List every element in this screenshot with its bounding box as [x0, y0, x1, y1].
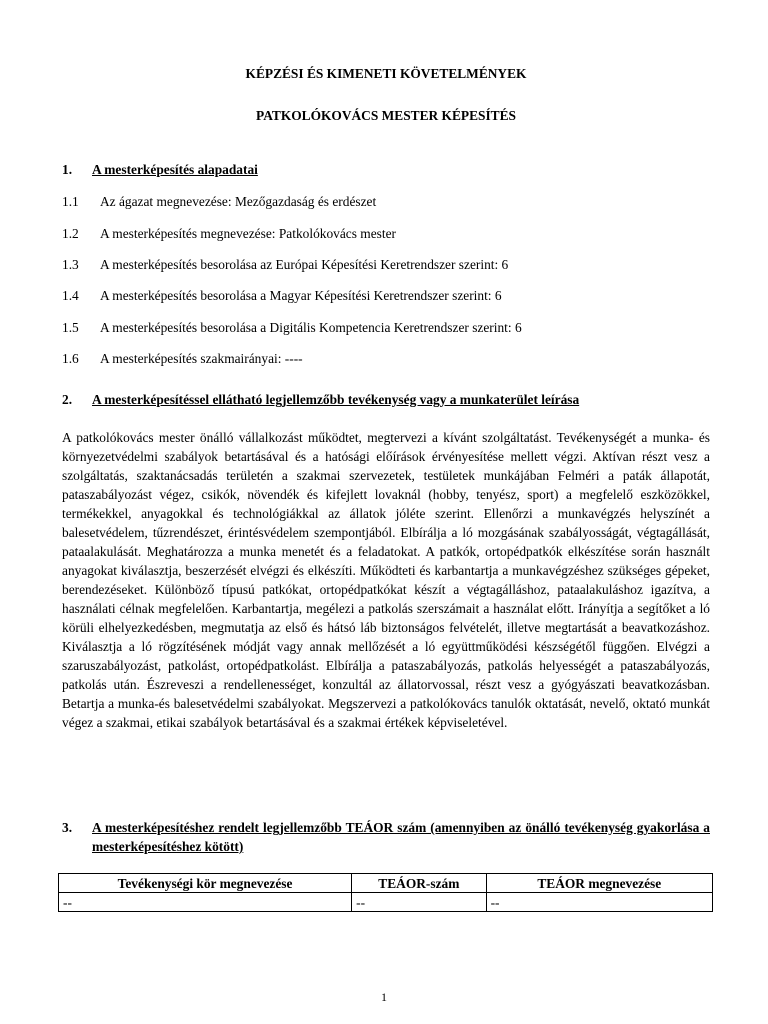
- item-number: 1.4: [62, 288, 79, 303]
- column-header: TEÁOR-szám: [352, 874, 486, 893]
- item-number: 1.1: [62, 194, 79, 209]
- teaor-table: [58, 873, 713, 912]
- table-row: [59, 893, 713, 912]
- document-title: KÉPZÉSI ÉS KIMENETI KÖVETELMÉNYEK: [245, 66, 527, 81]
- item-text: A mesterképesítés szakmairányai: ----: [100, 351, 303, 366]
- table-cell: --: [486, 893, 712, 912]
- item-text: A mesterképesítés besorolása az Európai Képesítési Keretrendszer szerint: 6: [100, 257, 509, 272]
- page-number: 1: [381, 990, 387, 1004]
- table-header-row: [59, 874, 713, 893]
- document-subtitle: PATKOLÓKOVÁCS MESTER KÉPESÍTÉS: [256, 108, 516, 123]
- item-number: 1.6: [62, 351, 79, 366]
- section-title: A mesterképesítéshez rendelt legjellemzőbb TEÁOR szám (amennyiben az önálló tevékenység gyakorlása a mesterképesítéshez kötött): [92, 820, 710, 854]
- column-header: TEÁOR megnevezése: [486, 874, 712, 893]
- section-title: A mesterképesítés alapadatai: [92, 162, 258, 177]
- description-paragraph: A patkolókovács mester önálló vállalkozást működtet, megtervezi a kívánt szolgáltatást. Tevékenységét a munka- és környezetvédelmi szabályok betartásával és a hatósági előírások érvényesítése mellett végzi. Aktívan részt vesz a szolgáltatás, szaktanácsadás területén a szakmai szervezetek, testületek munkájában Felméri a paták állapotát, pataszabályozást végez, csikók, növendék és kifejlett lovaknál (hobby, tenyész, sport) a megfelelő eszközökkel, termékekkel, anyagokkal és technológiákkal az állatok jóléte szerint. Ellenőrzi a munkavégzés helyszínét a balesetvédelem, tűzrendészet, érintésvédelem szempontjából. Elbírálja a ló mozgásának szabályosságát, végtagállását, pataalakulását. Meghatározza a munka menetét és a feladatokat. A patkók, ortopédpatkók elkészítése során használt anyagokat kiválasztja, beszerzését elvégzi és elkészíti. Működteti és karbantartja a munkavégzéshez szükséges gépeket, berendezéseket. Különböző típusú patkókat, ortopédpatkókat készít a végtagálláshoz, pataalakuláshoz igazítva, a használati célnak megfelelően. Karbantartja, megélezi a patkolás szerszámait a használat előtt. Irányítja a segítőket a ló körüli elhelyezkedésben, megmutatja az első és hátsó láb biztonságos felvételét, illetve megtartását a beavatkozáshoz. Kiválasztja a ló rögzítésének módját vagy annak mellőzését a ló együttműködési készségétől függően. Elvégzi a szaruszabályozást, patkolást, ortopédpatkolást. Elbírálja a pataszabályozás, patkolás helyességét a pataszabályozás, patkolás után. Észreveszi a rendellenességet, konzultál az állatorvossal, részt vesz a gyógyászati beavatkozásban. Betartja a munka-és balesetvédelmi szabályokat. Megszervezi a patkolókovács tanulók oktatását, nevelő, oktató munkát végez a szakmai, etikai szabályok betartásával és a szakmai értékek képviseletével.: [62, 430, 710, 730]
- item-text: Az ágazat megnevezése: Mezőgazdaság és erdészet: [100, 194, 377, 209]
- table-cell: --: [59, 893, 352, 912]
- section-number: 2.: [62, 392, 73, 407]
- column-header: Tevékenységi kör megnevezése: [59, 874, 352, 893]
- section-title: A mesterképesítéssel ellátható legjellemzőbb tevékenység vagy a munkaterület leírása: [92, 392, 580, 407]
- item-text: A mesterképesítés besorolása a Magyar Képesítési Keretrendszer szerint: 6: [100, 288, 502, 303]
- item-number: 1.3: [62, 257, 79, 272]
- item-text: A mesterképesítés megnevezése: Patkolókovács mester: [100, 226, 396, 241]
- section-number: 1.: [62, 162, 73, 177]
- item-text: A mesterképesítés besorolása a Digitális Kompetencia Keretrendszer szerint: 6: [100, 320, 522, 335]
- table-cell: --: [352, 893, 486, 912]
- item-number: 1.2: [62, 226, 79, 241]
- item-number: 1.5: [62, 320, 79, 335]
- section-number: 3.: [62, 820, 73, 835]
